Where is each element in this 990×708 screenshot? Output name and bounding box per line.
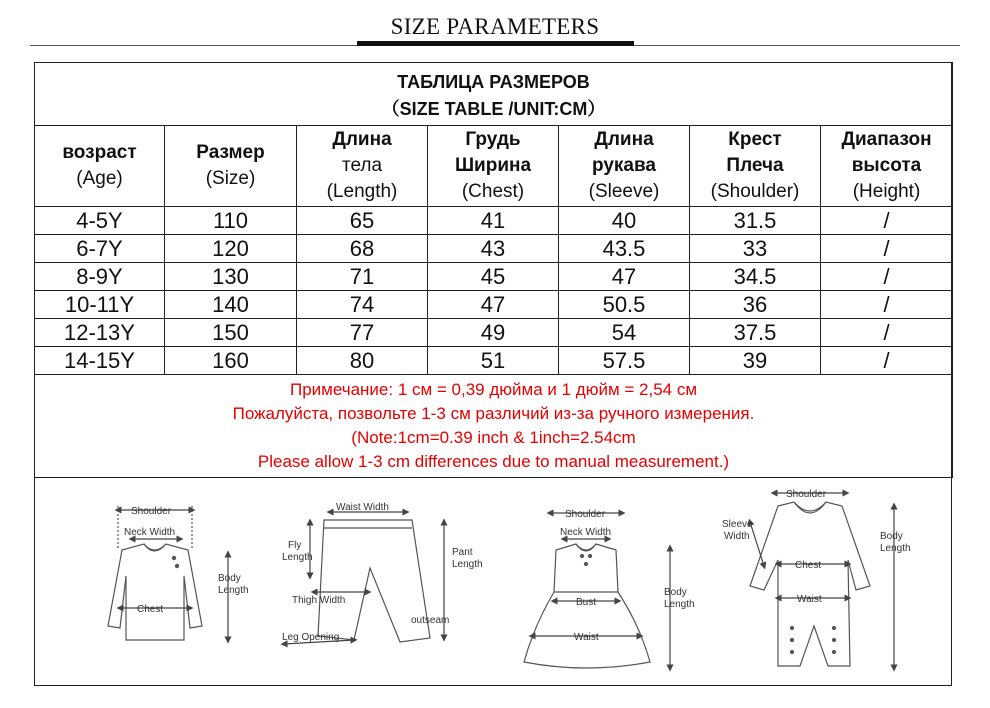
cell-shoulder: 31.5 [690, 207, 821, 235]
cell-sleeve: 40 [559, 207, 690, 235]
cell-length: 68 [297, 235, 428, 263]
cell-height: / [821, 207, 953, 235]
cell-height: / [821, 291, 953, 319]
cell-sleeve: 50.5 [559, 291, 690, 319]
note-line-en-allowance: Please allow 1-3 cm differences due to manual measurement.) [257, 452, 730, 471]
cell-chest: 45 [428, 263, 559, 291]
diagrams-svg [34, 476, 952, 686]
dress-bust-label: Bust [576, 597, 597, 608]
cell-sleeve: 43.5 [559, 235, 690, 263]
cell-chest: 43 [428, 235, 559, 263]
header-shoulder-en: (Shoulder) [710, 181, 800, 202]
header-height-ru1: Диапазон [841, 129, 932, 150]
cell-length: 80 [297, 347, 428, 375]
header-sleeve-ru2: рукава [592, 155, 656, 176]
header-height-ru2: высота [851, 155, 922, 176]
header-chest-ru2: Ширина [454, 155, 532, 176]
pants-fly-length-label-1: Fly [288, 540, 302, 551]
cell-sleeve: 57.5 [559, 347, 690, 375]
dress-body-length-label-2: Length [664, 599, 695, 610]
cell-height: / [821, 263, 953, 291]
page-header [0, 0, 990, 52]
cell-chest: 51 [428, 347, 559, 375]
shirt-shoulder-label: Shoulder [131, 506, 172, 517]
header-age-en: (Age) [76, 168, 123, 189]
note-line-ru-allowance: Пожалуйста, позвольте 1-3 см различий из-за ручного измерения. [232, 404, 755, 423]
page-title: SIZE PARAMETERS [390, 14, 600, 39]
pants-pant-length-label-1: Pant [452, 547, 473, 558]
cell-length: 74 [297, 291, 428, 319]
pants-leg-opening-label: Leg Opening [282, 632, 340, 643]
cell-height: / [821, 235, 953, 263]
header-length-ru1: Длина [332, 129, 392, 150]
romper-sleeve-width-label-2: Width [724, 531, 750, 542]
shirt-body-length-label-2: Length [218, 585, 249, 596]
cell-chest: 49 [428, 319, 559, 347]
cell-size: 140 [165, 291, 297, 319]
pants-fly-length-label-2: Length [282, 552, 313, 563]
dress-neck-width-label: Neck Width [560, 527, 612, 538]
pants-thigh-width-label: Thigh Width [292, 595, 346, 606]
cell-size: 120 [165, 235, 297, 263]
note-line-en-conversion: (Note:1cm=0.39 inch & 1inch=2.54cm [351, 428, 636, 447]
table-title-en: （SIZE TABLE /UNIT:CM） [381, 99, 606, 119]
romper-chest-label: Chest [795, 560, 822, 571]
header-sleeve-en: (Sleeve) [588, 181, 660, 202]
cell-age: 6-7Y [35, 235, 165, 263]
pants-outseam-label: outseam [411, 615, 450, 626]
cell-shoulder: 34.5 [690, 263, 821, 291]
measurement-diagrams [34, 476, 952, 686]
shirt-neck-width-label: Neck Width [124, 527, 176, 538]
header-size-ru: Размер [196, 142, 265, 163]
cell-age: 12-13Y [35, 319, 165, 347]
cell-shoulder: 33 [690, 235, 821, 263]
cell-age: 4-5Y [35, 207, 165, 235]
header-shoulder-ru2: Плеча [726, 155, 784, 176]
shirt-chest-label: Chest [137, 604, 164, 615]
header-height-en: (Height) [852, 181, 921, 202]
note-line-ru-conversion: Примечание: 1 см = 0,39 дюйма и 1 дюйм = 2,54 см [289, 380, 698, 399]
romper-shoulder-label: Shoulder [786, 489, 827, 500]
header-accent-bar [357, 41, 634, 46]
romper-waist-label: Waist [797, 594, 822, 605]
cell-shoulder: 37.5 [690, 319, 821, 347]
shirt-body-length-label-1: Body [218, 573, 241, 584]
cell-sleeve: 54 [559, 319, 690, 347]
header-length-ru2: тела [341, 155, 383, 176]
header-size-en: (Size) [205, 168, 256, 189]
header-age-ru: возраст [62, 142, 137, 163]
pants-waist-width-label: Waist Width [336, 502, 389, 513]
header-chest-en: (Chest) [461, 181, 525, 202]
dress-body-length-label-1: Body [664, 587, 687, 598]
dress-shoulder-label: Shoulder [565, 509, 606, 520]
cell-shoulder: 36 [690, 291, 821, 319]
romper-sleeve-width-label-1: Sleeve [722, 519, 753, 530]
cell-size: 110 [165, 207, 297, 235]
cell-shoulder: 39 [690, 347, 821, 375]
cell-length: 71 [297, 263, 428, 291]
romper-body-length-label-2: Length [880, 543, 911, 554]
cell-height: / [821, 319, 953, 347]
cell-length: 77 [297, 319, 428, 347]
pants-pant-length-label-2: Length [452, 559, 483, 570]
cell-age: 14-15Y [35, 347, 165, 375]
cell-age: 8-9Y [35, 263, 165, 291]
cell-age: 10-11Y [35, 291, 165, 319]
cell-size: 130 [165, 263, 297, 291]
cell-chest: 41 [428, 207, 559, 235]
cell-size: 160 [165, 347, 297, 375]
header-length-en: (Length) [326, 181, 398, 202]
romper-body-length-label-1: Body [880, 531, 903, 542]
header-sleeve-ru1: Длина [594, 129, 654, 150]
cell-sleeve: 47 [559, 263, 690, 291]
cell-length: 65 [297, 207, 428, 235]
header-chest-ru1: Грудь [465, 129, 521, 150]
table-title-ru: ТАБЛИЦА РАЗМЕРОВ [397, 72, 590, 92]
dress-waist-label: Waist [574, 632, 599, 643]
cell-chest: 47 [428, 291, 559, 319]
romper-diagram [750, 493, 894, 668]
header-shoulder-ru1: Крест [728, 129, 782, 150]
cell-size: 150 [165, 319, 297, 347]
cell-height: / [821, 347, 953, 375]
